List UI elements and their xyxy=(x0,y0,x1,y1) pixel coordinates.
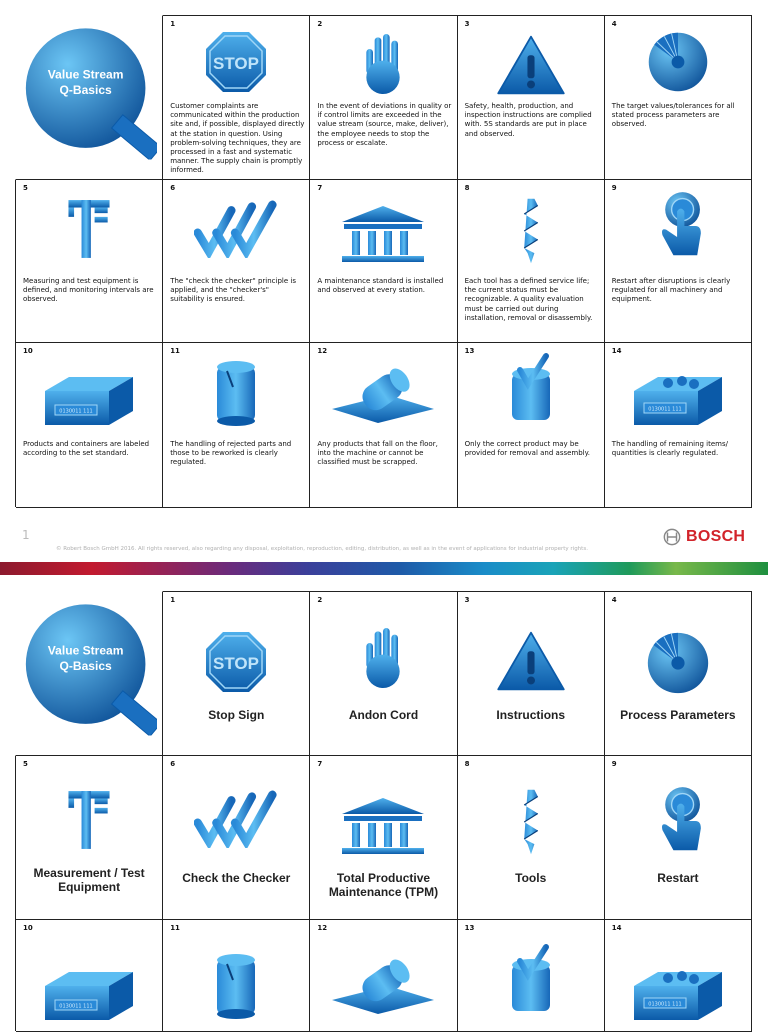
card-number: 1 xyxy=(170,20,176,28)
card-number: 8 xyxy=(464,184,470,192)
card-remaining-items xyxy=(605,920,752,1032)
card-number: 9 xyxy=(611,760,617,768)
bosch-logo xyxy=(663,528,745,546)
card-stop-sign xyxy=(163,592,310,756)
card-label: Process Parameters xyxy=(620,708,736,722)
target-icon xyxy=(605,630,751,696)
card-number: 4 xyxy=(611,596,617,604)
card-labeling xyxy=(16,920,163,1032)
warning-icon xyxy=(458,630,604,692)
copyright-notice: © Robert Bosch GmbH 2016. All rights reserved, also regarding any disposal, exploitation, reproduction, editing, distribution, as well as in the event of applications for industrial property rights. xyxy=(56,546,588,552)
card-number: 9 xyxy=(611,184,617,192)
card-tpm xyxy=(310,180,457,343)
card-description: The handling of remaining items/ quantities is clearly regulated. xyxy=(611,440,729,458)
card-number: 3 xyxy=(464,596,470,604)
card-label: Andon Cord xyxy=(348,708,419,722)
card-description: The "check the checker" principle is applied, and the "checker's" suitability is ensured. xyxy=(170,277,296,304)
card-restart xyxy=(605,756,752,920)
page-number: 1 xyxy=(22,528,30,542)
badge-title-line2: Q-Basics xyxy=(59,658,112,673)
card-description: In the event of deviations in quality or if control limits are exceeded in the value stream (source, make, deliver), the employee needs to stop the process or escalate. xyxy=(317,102,452,147)
card-number: 6 xyxy=(170,184,176,192)
card-description: Products and containers are labeled according to the set standard. xyxy=(23,440,150,458)
card-number: 10 xyxy=(23,347,33,355)
bosch-armature-icon xyxy=(663,528,681,546)
card-process-parameters xyxy=(605,16,752,180)
card-description: Safety, health, production, and inspection instructions are complied with. 5S standards are put in place and observed. xyxy=(464,102,592,138)
card-label: Measurement / Test Equipment xyxy=(33,866,145,894)
value-stream-badge xyxy=(22,22,157,162)
card-number: 14 xyxy=(611,924,622,932)
caliper-icon xyxy=(16,196,162,262)
card-number: 11 xyxy=(170,924,180,932)
target-icon xyxy=(605,30,751,94)
card-description: Measuring and test equipment is defined, and monitoring intervals are observed. xyxy=(23,277,154,304)
card-description: A maintenance standard is installed and observed at every station. xyxy=(317,277,444,295)
card-correct-product xyxy=(458,343,605,508)
card-number: 2 xyxy=(317,596,323,604)
card-number: 2 xyxy=(317,20,323,28)
card-description: Customer complaints are communicated within the production site and, if possible, displayed directly at the station in question. Using problem-solving techniques, they are processed in a fast and systematic manner. The supply chain is promptly informed. xyxy=(170,102,305,175)
card-label: Restart xyxy=(657,871,699,885)
card-number: 12 xyxy=(317,347,328,355)
card-label: Tools xyxy=(515,871,547,885)
checked-bin-icon xyxy=(458,351,604,427)
bosch-wordmark: BOSCH xyxy=(686,528,746,545)
card-label: Stop Sign xyxy=(208,708,265,722)
brand-color-stripe xyxy=(0,562,768,575)
card-tools xyxy=(458,756,605,920)
card-measurement xyxy=(16,180,163,343)
label-code: 0130011 111 xyxy=(648,406,682,413)
checked-bin-icon xyxy=(458,942,604,1018)
card-description: Only the correct product may be provided for removal and assembly. xyxy=(464,440,590,458)
card-label: Check the Checker xyxy=(182,871,291,885)
checkmarks-icon xyxy=(163,790,309,848)
hand-icon xyxy=(310,30,456,98)
card-stop-sign xyxy=(163,16,310,180)
badge-title-line2: Q-Basics xyxy=(59,82,112,97)
card-tpm xyxy=(310,756,457,920)
card-andon xyxy=(310,592,457,756)
card-number: 5 xyxy=(23,184,28,192)
parts-tray-icon xyxy=(605,964,751,1024)
card-fallen-parts xyxy=(310,920,457,1032)
card-number: 6 xyxy=(170,760,176,768)
push-button-icon xyxy=(605,188,751,264)
card-instructions xyxy=(458,592,605,756)
card-number: 12 xyxy=(317,924,328,932)
reject-bin-icon xyxy=(163,950,309,1020)
card-number: 1 xyxy=(170,596,176,604)
value-stream-badge xyxy=(22,598,157,738)
building-icon xyxy=(310,204,456,264)
labeled-box-icon xyxy=(16,964,162,1024)
card-instructions xyxy=(458,16,605,180)
checkmarks-icon xyxy=(163,200,309,258)
push-button-icon xyxy=(605,782,751,860)
card-description: Restart after disruptions is clearly regulated for all machinery and equipment. xyxy=(611,277,731,304)
card-number: 7 xyxy=(317,760,323,768)
card-andon xyxy=(310,16,457,180)
building-icon xyxy=(310,796,456,856)
card-number: 14 xyxy=(611,347,622,355)
card-number: 3 xyxy=(464,20,470,28)
card-number: 5 xyxy=(23,760,28,768)
fallen-part-icon xyxy=(310,956,456,1016)
card-measurement xyxy=(16,756,163,920)
card-check-checker xyxy=(163,180,310,343)
card-process-parameters xyxy=(605,592,752,756)
parts-tray-icon xyxy=(605,369,751,429)
stop-text: STOP xyxy=(213,54,260,73)
card-number: 11 xyxy=(170,347,180,355)
labeled-box-icon xyxy=(16,369,162,429)
caliper-icon xyxy=(16,782,162,858)
card-number: 8 xyxy=(464,760,470,768)
card-number: 10 xyxy=(23,924,33,932)
warning-icon xyxy=(458,34,604,96)
label-code: 0130011 111 xyxy=(59,408,93,415)
card-description: Any products that fall on the floor, into the machine or cannot be classified must be scrapped. xyxy=(317,440,438,467)
card-check-checker xyxy=(163,756,310,920)
drill-bit-icon xyxy=(458,784,604,860)
fallen-part-icon xyxy=(310,365,456,425)
card-description: Each tool has a defined service life; the current status must be recognizable. A quality evaluation must be carried out during installation, removal or disassembly. xyxy=(464,277,593,322)
card-label: Instructions xyxy=(496,708,566,722)
card-rejects xyxy=(163,343,310,508)
card-label: Total Productive Maintenance (TPM) xyxy=(328,871,439,899)
card-number: 13 xyxy=(464,347,475,355)
card-number: 13 xyxy=(464,924,475,932)
reject-bin-icon xyxy=(163,357,309,427)
drill-bit-icon xyxy=(458,196,604,266)
card-fallen-parts xyxy=(310,343,457,508)
stop-sign-icon xyxy=(163,30,309,94)
badge-title-line1: Value Stream xyxy=(47,67,124,82)
stop-text: STOP xyxy=(213,654,260,673)
card-description: The handling of rejected parts and those to be reworked is clearly regulated. xyxy=(170,440,292,467)
stop-sign-icon xyxy=(163,630,309,694)
label-code: 0130011 111 xyxy=(648,1001,682,1008)
card-tools xyxy=(458,180,605,343)
badge-title-line1: Value Stream xyxy=(47,643,124,658)
card-labeling xyxy=(16,343,163,508)
card-description: The target values/tolerances for all stated process parameters are observed. xyxy=(611,102,735,129)
label-code: 0130011 111 xyxy=(59,1003,93,1010)
card-remaining-items xyxy=(605,343,752,508)
hand-icon xyxy=(310,620,456,696)
card-number: 7 xyxy=(317,184,323,192)
card-number: 4 xyxy=(611,20,617,28)
card-restart xyxy=(605,180,752,343)
card-correct-product xyxy=(458,920,605,1032)
card-rejects xyxy=(163,920,310,1032)
